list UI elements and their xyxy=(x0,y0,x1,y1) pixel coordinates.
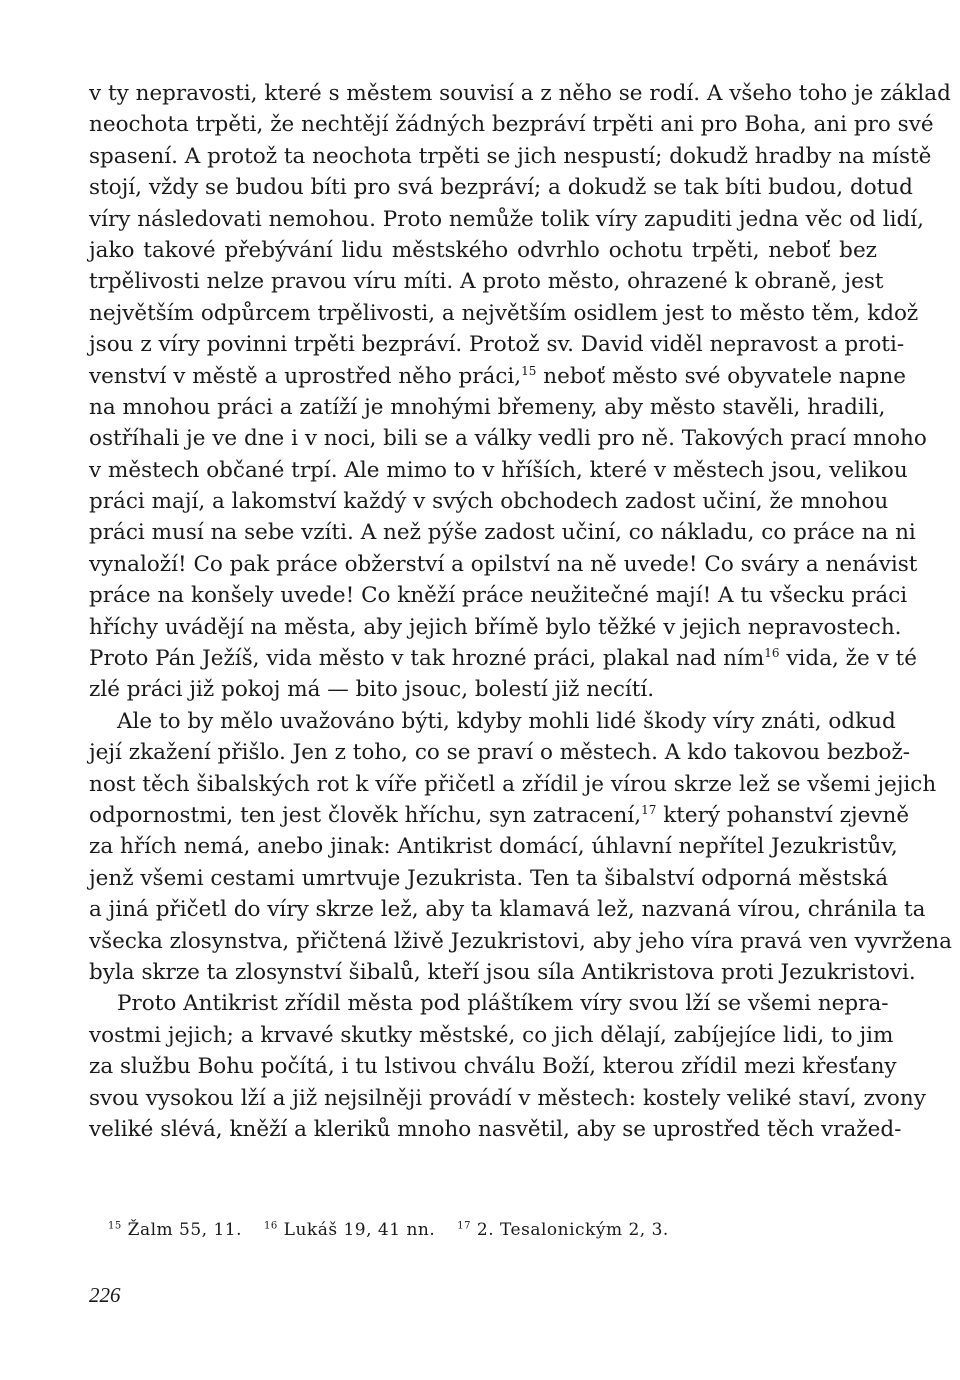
text-line xyxy=(89,737,911,768)
text-line xyxy=(89,549,918,580)
text-line xyxy=(89,706,896,737)
footnote-marker: 17 xyxy=(641,802,657,817)
line-text: nost těch šibalských rot k víře přičetl a zřídil je vírou skrze lež se všemi jejich xyxy=(89,771,937,797)
line-text-after: který pohanství zjevně xyxy=(656,802,910,828)
line-text: veliké slévá, kněží a kleriků mnoho nasvětil, aby se uprostřed těch vražed- xyxy=(89,1116,902,1142)
text-line xyxy=(89,831,898,862)
line-text: a jiná přičetl do víry skrze lež, aby ta klamavá lež, nazvaná vírou, chránila ta xyxy=(89,897,926,923)
line-text: venství v městě a uprostřed něho práci, xyxy=(89,363,522,389)
line-text: zlé práci již pokoj má — bito jsouc, bolestí již necítí. xyxy=(89,677,655,703)
text-line xyxy=(89,423,927,454)
footnote-number: 16 xyxy=(264,1220,278,1232)
line-text: v ty nepravosti, které s městem souvisí a z něho se rodí. A všeho toho je základ xyxy=(89,81,951,106)
line-text: vostmi jejich; a krvavé skutky městské, co jich dělají, zabíjejíce lidi, to jim xyxy=(89,1022,894,1048)
text-line xyxy=(89,1114,902,1145)
line-text: spasení. A protož ta neochota trpěti se jich nespustí; dokudž hradby na místě xyxy=(89,143,932,169)
line-text: svou vysokou lží a již nejsilněji provádí v městech: kostely veliké staví, zvony xyxy=(89,1085,926,1111)
footnote-number: 15 xyxy=(108,1220,122,1232)
text-line xyxy=(89,392,886,423)
line-text: největším odpůrcem trpělivosti, a největším osidlem jest to město těm, kdož xyxy=(89,300,919,326)
text-line xyxy=(89,235,877,266)
footnote xyxy=(264,1220,435,1240)
line-text: za službu Bohu počítá, i tu lstivou chválu Boží, kterou zřídil mezi křesťany xyxy=(89,1054,897,1080)
footnote-number: 17 xyxy=(457,1220,471,1232)
line-text: ostříhali je ve dne i v noci, bili se a války vedli pro ně. Takových prací mnoho xyxy=(89,426,927,452)
text-line xyxy=(89,1020,894,1051)
line-text: Ale to by mělo uvažováno býti, kdyby mohli lidé škody víry znáti, odkud xyxy=(117,708,896,734)
footnote-text: Žalm 55, 11. xyxy=(127,1220,243,1240)
text-line xyxy=(89,643,917,674)
footnote-marker: 15 xyxy=(521,363,537,378)
text-line xyxy=(89,172,913,203)
text-line xyxy=(89,204,924,235)
line-text: Proto Pán Ježíš, vida město v tak hrozné práci, plakal nad ním xyxy=(89,646,765,672)
text-line xyxy=(89,109,934,140)
line-text: práci musí na sebe vzíti. A než pýše zadost učiní, co nákladu, co práce na ni xyxy=(89,520,916,546)
text-line xyxy=(89,988,889,1019)
page-number: 226 xyxy=(89,1283,121,1307)
line-text: víry následovati nemohou. Proto nemůže tolik víry zapuditi jedna věc od lidí, xyxy=(89,206,924,232)
text-line xyxy=(89,926,952,957)
text-line xyxy=(89,957,916,988)
text-line xyxy=(89,298,919,329)
line-text: jsou z víry povinni trpěti bezpráví. Protož sv. David viděl nepravost a proti- xyxy=(89,332,905,358)
line-text: neochota trpěti, že nechtějí žádných bezpráví trpěti ani pro Boha, ani pro své xyxy=(89,112,934,138)
line-text: stojí, vždy se budou bíti pro svá bezpráví; a dokudž se tak bíti budou, dotud xyxy=(89,175,913,201)
line-text: trpělivosti nelze pravou víru míti. A proto město, ohrazené k obraně, jest xyxy=(89,269,884,295)
line-text: její zkažení přišlo. Jen z toho, co se praví o městech. A kdo takovou bezbož- xyxy=(89,740,911,766)
footnote-marker: 16 xyxy=(764,645,780,660)
text-line xyxy=(89,486,889,517)
line-text: na mnohou práci a zatíží je mnohými břemeny, aby město stavěli, hradili, xyxy=(89,394,886,420)
text-line xyxy=(89,329,905,360)
text-line xyxy=(89,361,906,392)
text-line xyxy=(89,800,910,831)
line-text-after: vida, že v té xyxy=(779,646,917,672)
footnote-text: Lukáš 19, 41 nn. xyxy=(283,1220,436,1240)
page-body xyxy=(89,78,952,1145)
line-text: odpornostmi, ten jest člověk hříchu, syn zatracení, xyxy=(89,802,642,828)
text-line xyxy=(89,78,951,109)
line-text: vynaloží! Co pak práce obžerství a opilství na ně uvede! Co sváry a nenávist xyxy=(89,551,918,577)
text-line xyxy=(89,141,932,172)
text-line xyxy=(89,894,926,925)
text-line xyxy=(89,674,877,705)
text-line xyxy=(89,580,908,611)
text-line xyxy=(89,266,884,297)
line-text: jenž všemi cestami umrtvuje Jezukrista. Ten ta šibalství odporná městská xyxy=(89,865,889,891)
line-text: v městech občané trpí. Ale mimo to v hříších, které v městech jsou, velikou xyxy=(89,457,908,483)
text-line xyxy=(89,612,902,643)
footnote xyxy=(108,1220,242,1240)
text-line xyxy=(89,769,937,800)
line-text: byla skrze ta zlosynství šibalů, kteří jsou síla Antikristova proti Jezukristovi. xyxy=(89,959,916,985)
line-text: práci mají, a lakomství každý v svých obchodech zadost učiní, že mnohou xyxy=(89,489,889,515)
text-line xyxy=(89,455,908,486)
line-text: jako takové přebývání lidu městského odvrhlo ochotu trpěti, neboť bez xyxy=(89,237,877,263)
line-text-after: neboť město své obyvatele napne xyxy=(536,363,906,389)
footnote-text: 2. Tesalonickým 2, 3. xyxy=(476,1220,669,1240)
text-line xyxy=(89,1083,926,1114)
footnote xyxy=(457,1220,669,1240)
text-line xyxy=(89,1051,897,1082)
line-text: Proto Antikrist zřídil města pod pláštíkem víry svou lží se všemi nepra- xyxy=(117,991,889,1017)
body-text xyxy=(89,78,952,1145)
line-text: práce na konšely uvede! Co kněží práce neužitečné mají! A tu všecku práci xyxy=(89,583,908,609)
text-line xyxy=(89,863,889,894)
footnotes xyxy=(108,1220,691,1240)
line-text: všecka zlosynstva, přičtená lživě Jezukristovi, aby jeho víra pravá ven vyvržena xyxy=(89,928,952,954)
line-text: hříchy uvádějí na města, aby jejich břímě bylo těžké v jejich nepravostech. xyxy=(89,614,902,640)
text-line xyxy=(89,517,916,548)
line-text: za hřích nemá, anebo jinak: Antikrist domácí, úhlavní nepřítel Jezukristův, xyxy=(89,834,898,860)
